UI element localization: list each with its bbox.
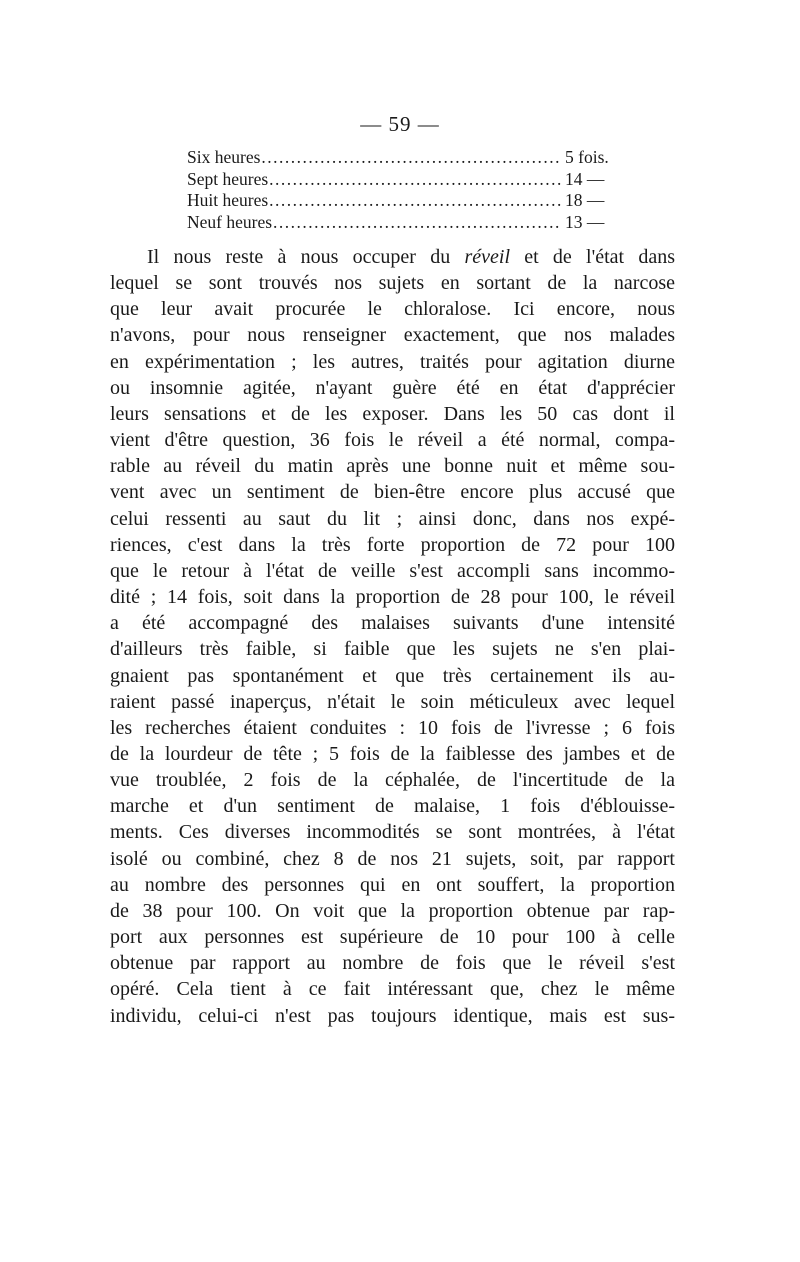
paragraph-line: de la lourdeur de tête ; 5 fois de la faiblesse des jambes et de [110,742,675,765]
paragraph-line: ments. Ces diverses incommodités se sont montrées, à l'état [110,821,675,844]
dot-leader [269,190,561,211]
paragraph-line: vue troublée, 2 fois de la céphalée, de l'incertitude de la [110,769,675,792]
paragraph-line: lequel se sont trouvés nos sujets en sortant de la narcose [110,272,675,295]
row-value: 13 — [565,211,605,232]
row-value: 18 — [565,190,605,210]
paragraph-line: marche et d'un sentiment de malaise, 1 fois d'éblouisse- [110,795,675,818]
row-label: Sept heures [187,168,269,189]
paragraph-line: les recherches étaient conduites : 10 fois de l'ivresse ; 6 fois [110,716,675,739]
hours-table [187,147,627,233]
paragraph-line: raient passé inaperçus, n'était le soin méticuleux avec lequel [110,690,675,713]
paragraph-line: dité ; 14 fois, soit dans la proportion de 28 pour 100, le réveil [110,586,675,609]
paragraph-line: de 38 pour 100. On voit que la proportion obtenue par rap- [110,899,675,922]
table-row [187,190,627,212]
paragraph-line: obtenue par rapport au nombre de fois que le réveil s'est [110,952,675,975]
paragraph-line: que le retour à l'état de veille s'est accompli sans incommo- [110,559,675,582]
row-label: Neuf heures [187,211,273,232]
dot-leader [273,212,561,233]
paragraph-line: en expérimentation ; les autres, traités pour agitation diurne [110,350,675,373]
paragraph-line: d'ailleurs très faible, si faible que les sujets ne s'en plai- [110,638,675,661]
paragraph-line: riences, c'est dans la très forte proportion de 72 pour 100 [110,533,675,556]
table-row [187,147,627,169]
paragraph-line: vient d'être question, 36 fois le réveil a été normal, compa- [110,429,675,452]
paragraph-line [110,244,675,270]
row-value: 14 — [565,168,605,189]
paragraph-line: individu, celui-ci n'est pas toujours identique, mais est sus- [110,1004,675,1027]
paragraph-line: gnaient pas spontanément et que très certainement ils au- [110,664,675,687]
row-label: Six heures [187,147,261,167]
line-text: Il nous reste à nous occuper du [147,246,465,268]
line-text: et de l'état dans [510,246,675,268]
table-row [187,169,627,191]
paragraph-line: que leur avait procurée le chloralose. Ici encore, nous [110,298,675,321]
paragraph-line: celui ressenti au saut du lit ; ainsi donc, dans nos expé- [110,507,675,530]
emphasized-word: réveil [464,246,510,268]
paragraph-line: isolé ou combiné, chez 8 de nos 21 sujets, soit, par rapport [110,847,675,870]
body-paragraph [110,244,675,1029]
page-number: — 59 — [360,112,440,136]
dot-leader [261,147,561,168]
row-value: 5 fois. [565,147,609,167]
paragraph-line: rable au réveil du matin après une bonne nuit et même sou- [110,455,675,478]
paragraph-line: port aux personnes est supérieure de 10 pour 100 à celle [110,926,675,949]
paragraph-line: ou insomnie agitée, n'ayant guère été en état d'apprécier [110,376,675,399]
paragraph-line: leurs sensations et de les exposer. Dans les 50 cas dont il [110,402,675,425]
paragraph-line: a été accompagné des malaises suivants d'une intensité [110,612,675,635]
paragraph-line: opéré. Cela tient à ce fait intéressant que, chez le même [110,978,675,1001]
paragraph-line: vent avec un sentiment de bien-être encore plus accusé que [110,481,675,504]
paragraph-line: au nombre des personnes qui en ont souffert, la proportion [110,873,675,896]
paragraph-line: n'avons, pour nous renseigner exactement, que nos malades [110,324,675,347]
table-row [187,212,627,234]
row-label: Huit heures [187,190,269,210]
dot-leader [269,169,561,190]
